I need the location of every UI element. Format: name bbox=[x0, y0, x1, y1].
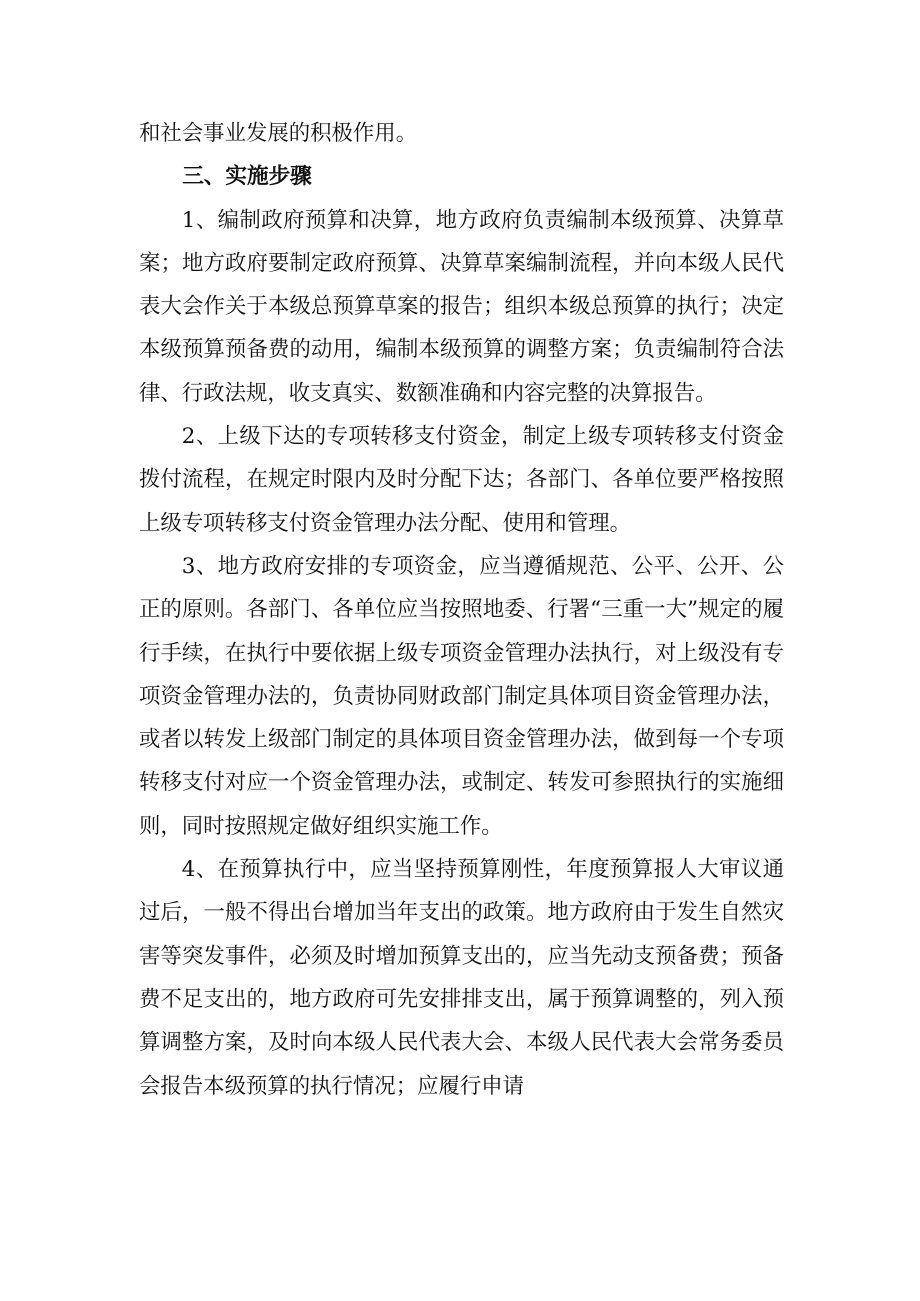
document-page bbox=[139, 112, 784, 1108]
continuation-paragraph: 和社会事业发展的积极作用。 bbox=[139, 121, 418, 146]
paragraph-step-1: 1、编制政府预算和决算，地方政府负责编制本级预算、决算草案；地方政府要制定政府预算、决算草案编制流程，并向本级人民代表大会作关于本级总预算草案的报告；组织本级总预算的执行；决定本级预算预备费的动用，编制本级预算的调整方案；负责编制符合法律、行政法规，收支真实、数额准确和内容完整的决算报告。 bbox=[139, 207, 784, 406]
paragraph-step-3: 3、地方政府安排的专项资金，应当遵循规范、公平、公开、公正的原则。各部门、各单位应当按照地委、行署“三重一大”规定的履行手续，在执行中要依据上级专项资金管理办法执行，对上级没有专项资金管理办法的，负责协同财政部门制定具体项目资金管理办法，或者以转发上级部门制定的具体项目资金管理办法，做到每一个专项转移支付对应一个资金管理办法，或制定、转发可参照执行的实施细则，同时按照规定做好组织实施工作。 bbox=[139, 553, 784, 839]
section-heading: 三、实施步骤 bbox=[182, 164, 312, 190]
paragraph-step-4: 4、在预算执行中，应当坚持预算刚性，年度预算报人大审议通过后，一般不得出台增加当年支出的政策。地方政府由于发生自然灾害等突发事件，必须及时增加预算支出的，应当先动支预备费；预备费不足支出的，地方政府可先安排排支出，属于预算调整的，列入预算调整方案，及时向本级人民代表大会、本级人民代表大会常务委员会报告本级预算的执行情况；应履行申请 bbox=[139, 857, 784, 1099]
paragraph-step-2: 2、上级下达的专项转移支付资金，制定上级专项转移支付资金拨付流程，在规定时限内及时分配下达；各部门、各单位要严格按照上级专项转移支付资金管理办法分配、使用和管理。 bbox=[139, 424, 784, 536]
